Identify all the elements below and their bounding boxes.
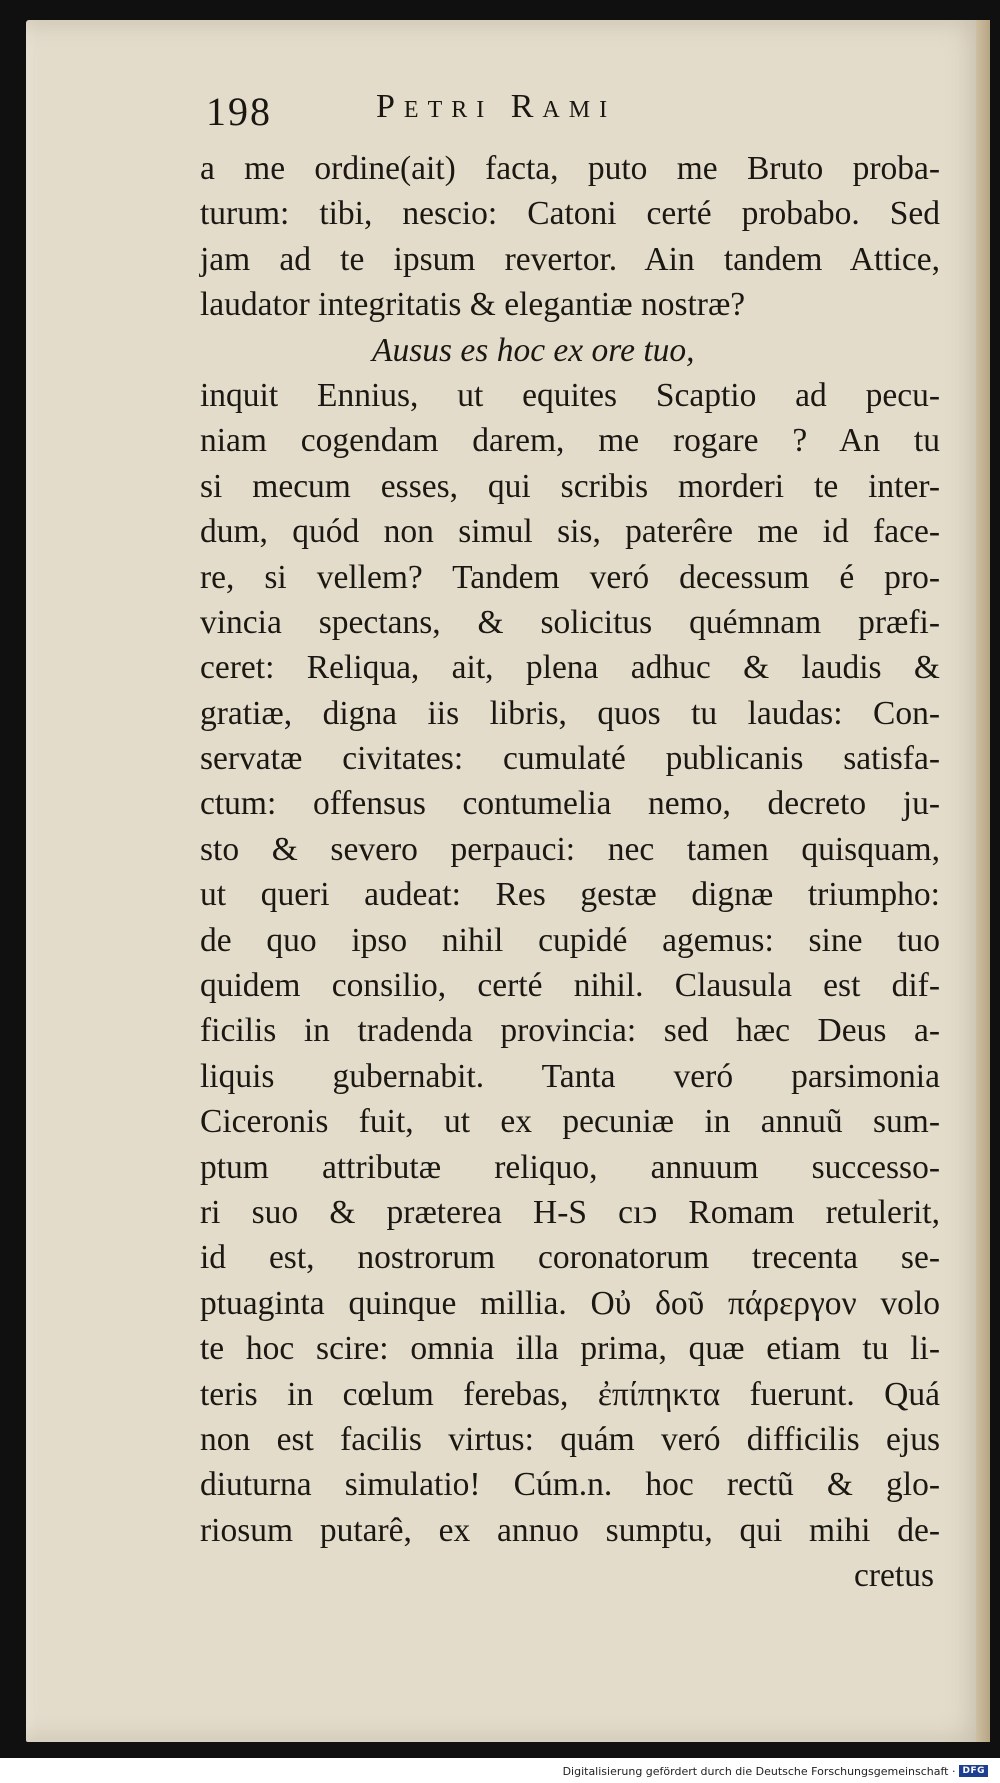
text-line: ri suo & præterea H-S cıↄ Romam retulerit, (200, 1193, 940, 1231)
text-line: a me ordine(ait) facta, puto me Bruto proba- (200, 150, 940, 187)
dfg-logo: DFG (959, 1765, 988, 1777)
text-line: quidem consilio, certé nihil. Clausula est dif- (200, 967, 940, 1005)
text-line: ctum: offensus contumelia nemo, decreto ju- (200, 785, 940, 823)
text-line: teris in cœlum ferebas, ἐπίπηκτα fuerunt. Quá (200, 1375, 940, 1413)
running-head: Petri Rami (376, 88, 617, 125)
text-line: inquit Ennius, ut equites Scaptio ad pecu- (200, 376, 940, 414)
text-line: te hoc scire: omnia illa prima, quæ etiam tu li- (200, 1330, 940, 1368)
text-line: non est facilis virtus: quám veró difficilis ejus (200, 1420, 940, 1458)
text-line: ut queri audeat: Res gestæ dignæ triumpho: (200, 876, 940, 914)
text-line: riosum putarê, ex annuo sumptu, qui mihi de- (200, 1511, 940, 1549)
text-line: re, si vellem? Tandem veró decessum é pro- (200, 558, 940, 596)
text-line: niam cogendam darem, me rogare ? An tu (200, 422, 940, 460)
text-line: id est, nostrorum coronatorum trecenta se- (200, 1239, 940, 1277)
text-line: gratiæ, digna iis libris, quos tu laudas: Con- (200, 694, 940, 732)
text-line: servatæ civitates: cumulaté publicanis satisfa- (200, 740, 940, 778)
page-edge (976, 20, 990, 1742)
body-text (200, 146, 940, 1599)
text-line: ceret: Reliqua, ait, plena adhuc & laudis & (200, 649, 940, 687)
text-line: jam ad te ipsum revertor. Ain tandem Attice, (200, 240, 940, 278)
text-line: liquis gubernabit. Tanta veró parsimonia (200, 1057, 940, 1095)
quotation-line: Ausus es hoc ex ore tuo, (372, 331, 695, 369)
page-number: 198 (206, 89, 272, 134)
text-line: turum: tibi, nescio: Catoni certé probabo. Sed (200, 195, 940, 233)
text-line: vincia spectans, & solicitus quémnam præfi- (200, 603, 940, 641)
text-line: ptuaginta quinque millia. Οὐ δοῦ πάρεργον volo (200, 1284, 940, 1322)
text-line: ficilis in tradenda provincia: sed hæc Deus a- (200, 1012, 940, 1050)
text-line: diuturna simulatio! Cúm.n. hoc rectũ & glo- (200, 1466, 940, 1504)
text-line: ptum attributæ reliquo, annuum successo- (200, 1148, 940, 1186)
text-line: laudator integritatis & elegantiæ nostræ? (200, 286, 746, 324)
text-line: Ciceronis fuit, ut ex pecuniæ in annuũ sum- (200, 1103, 940, 1141)
digitization-footer (563, 1762, 988, 1780)
text-line: dum, quód non simul sis, paterêre me id face- (200, 513, 940, 551)
text-line: si mecum esses, qui scribis morderi te inter- (200, 467, 940, 505)
text-line: de quo ipso nihil cupidé agemus: sine tuo (200, 921, 940, 959)
catchword: cretus (854, 1557, 934, 1595)
text-line: sto & severo perpauci: nec tamen quisquam, (200, 830, 940, 868)
funding-credit: Digitalisierung gefördert durch die Deutsche Forschungsgemeinschaft · (562, 1764, 956, 1778)
page-header (206, 88, 806, 148)
